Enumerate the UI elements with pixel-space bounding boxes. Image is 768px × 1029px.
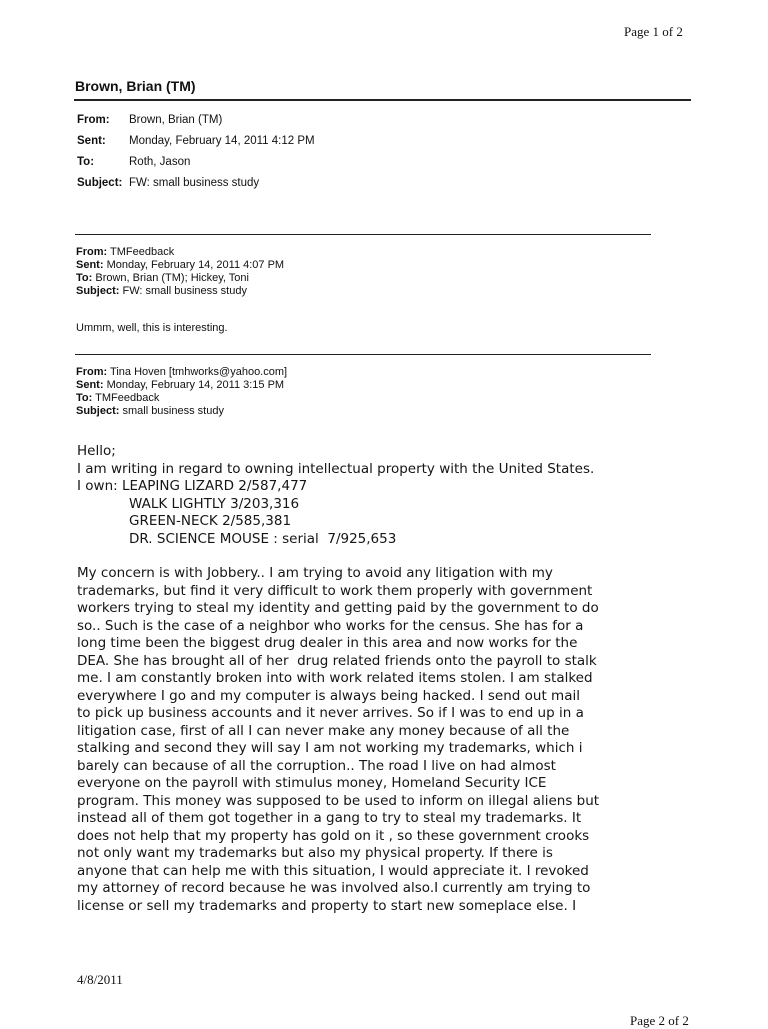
letter-body <box>77 443 677 915</box>
paragraph-line: program. This money was supposed to be used to inform on illegal aliens but <box>77 792 600 809</box>
paragraph-line: workers trying to steal my identity and getting paid by the government to do <box>77 600 599 616</box>
paragraph-line: so.. Such is the case of a neighbor who works for the census. She has for a <box>77 617 584 634</box>
footer-date: 4/8/2011 <box>77 972 123 987</box>
email-header <box>77 110 315 194</box>
header-sent: Sent: Monday, February 14, 2011 4:12 PM <box>77 135 315 147</box>
paragraph-line: litigation case, first of all I can never make any money because of all the <box>77 722 570 739</box>
sender-heading: Brown, Brian (TM) <box>75 78 196 94</box>
trademark-item: DR. SCIENCE MOUSE : serial 7/925,653 <box>129 530 397 547</box>
header-from: From: Brown, Brian (TM) <box>77 114 223 126</box>
paragraph-line: my attorney of record because he was involved also.I currently am trying to <box>77 880 591 896</box>
forward-header-2: From: Tina Hoven [tmhworks@yahoo.com] Sent: Monday, February 14, 2011 3:15 PM To: TMFeedback Subject: small business study <box>76 366 288 417</box>
paragraph-line: instead all of them got together in a gang to try to steal my trademarks. It <box>77 810 582 826</box>
paragraph-line: My concern is with Jobbery.. I am trying to avoid any litigation with my <box>77 565 553 581</box>
letter-greeting: Hello; <box>77 443 116 459</box>
paragraph-line: everywhere I go and my computer is always being hacked. I send out mail <box>77 687 580 704</box>
paragraph-gap <box>77 548 677 565</box>
page-number: Page 1 of 2 <box>624 24 683 39</box>
letter-paragraph <box>77 565 677 915</box>
paragraph-line: anyone that can help me with this situation, I would appreciate it. I revoked <box>77 862 589 879</box>
trademark-line-0: I own: LEAPING LIZARD 2/587,477 <box>77 478 308 494</box>
paragraph-line: barely can because of all the corruption.. The road I live on had almost <box>77 757 556 774</box>
paragraph-line: to pick up business accounts and it never arrives. So if I was to end up in a <box>77 705 584 721</box>
forward-rule-1 <box>75 234 651 235</box>
forward-header-1: From: TMFeedback Sent: Monday, February 14, 2011 4:07 PM To: Brown, Brian (TM); Hickey, Toni Subject: FW: small business study <box>76 246 285 297</box>
paragraph-line: stalking and second they will say I am not working my trademarks, which i <box>77 740 583 756</box>
forward-1-body: Ummm, well, this is interesting. <box>76 322 228 334</box>
trademark-item: WALK LIGHTLY 3/203,316 <box>129 495 300 512</box>
next-page-number: Page 2 of 2 <box>630 1013 689 1028</box>
paragraph-line: long time been the biggest drug dealer in this area and now works for the <box>77 635 578 651</box>
heading-rule <box>74 99 691 101</box>
paragraph-line: everyone on the payroll with stimulus money, Homeland Security ICE <box>77 775 547 791</box>
paragraph-line: does not help that my property has gold on it , so these government crooks <box>77 827 590 844</box>
paragraph-line: trademarks, but find it very difficult to work them properly with government <box>77 582 593 599</box>
header-subject: Subject: FW: small business study <box>77 177 260 189</box>
paragraph-line: me. I am constantly broken into with work related items stolen. I am stalked <box>77 670 593 686</box>
trademark-item: GREEN-NECK 2/585,381 <box>129 513 292 529</box>
paragraph-line: not only want my trademarks but also my physical property. If there is <box>77 845 553 861</box>
paragraph-line: DEA. She has brought all of her drug related friends onto the payroll to stalk <box>77 652 597 669</box>
letter-intro: I am writing in regard to owning intellectual property with the United States. <box>77 460 595 477</box>
trademark-list <box>77 496 677 549</box>
forward-rule-2 <box>75 354 651 355</box>
header-to: To: Roth, Jason <box>77 156 191 168</box>
paragraph-line: license or sell my trademarks and property to start new someplace else. I <box>77 897 577 914</box>
